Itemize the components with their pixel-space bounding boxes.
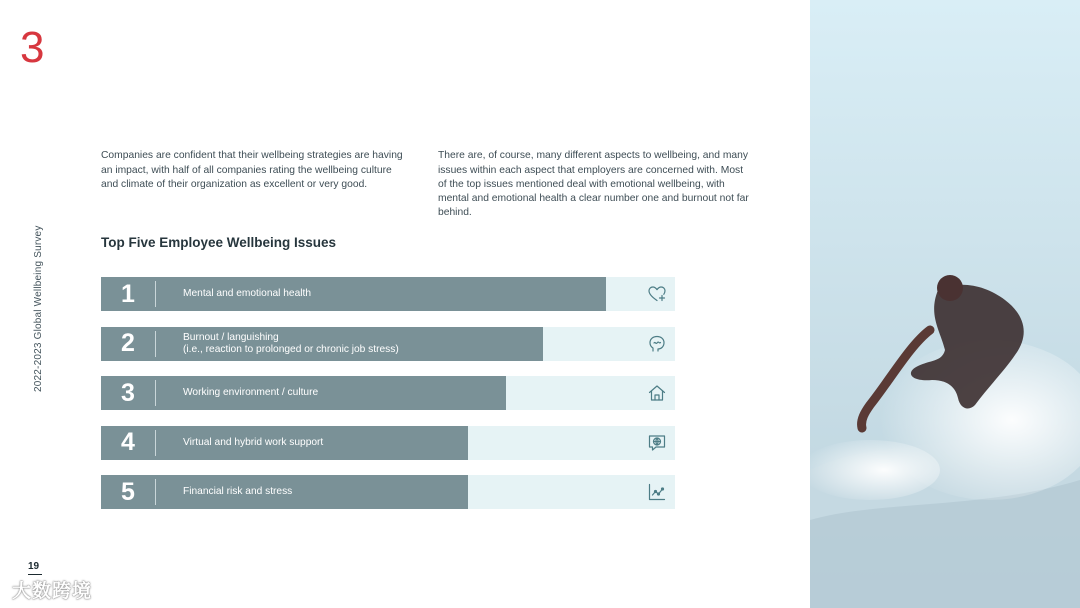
bar-fill bbox=[101, 277, 606, 311]
rank-divider bbox=[155, 430, 156, 456]
rank-number: 4 bbox=[121, 428, 135, 456]
section-number: 3 bbox=[20, 23, 45, 72]
chart-title: Top Five Employee Wellbeing Issues bbox=[101, 235, 337, 250]
issue-row-5 bbox=[101, 475, 675, 509]
page-number: 19 bbox=[28, 561, 40, 572]
issue-label bbox=[183, 327, 399, 361]
issue-label bbox=[183, 426, 323, 460]
issue-label-line1: Working environment / culture bbox=[183, 387, 319, 399]
issue-label bbox=[183, 475, 292, 509]
brain-head-icon bbox=[647, 334, 667, 354]
surfer-photo bbox=[810, 0, 1080, 608]
issue-label bbox=[183, 277, 311, 311]
issue-label-line1: Virtual and hybrid work support bbox=[183, 436, 324, 448]
line-chart-icon bbox=[647, 482, 667, 502]
report-title-vertical: 2022-2023 Global Wellbeing Survey bbox=[33, 225, 44, 392]
globe-chat-icon bbox=[647, 433, 667, 453]
issue-label-line1: Burnout / languishing bbox=[183, 332, 279, 343]
watermark: 大数跨境 bbox=[12, 581, 93, 602]
rank-divider bbox=[155, 479, 156, 505]
issue-row-1 bbox=[101, 277, 675, 311]
issue-label-line1: Mental and emotional health bbox=[183, 288, 311, 300]
issue-row-2 bbox=[101, 327, 675, 361]
rank-divider bbox=[155, 331, 156, 357]
issue-label bbox=[183, 376, 318, 410]
rank-number: 3 bbox=[121, 378, 135, 407]
intro-paragraph-right: There are, of course, many different aspects to wellbeing, and many issues within each aspect that employers are concerned with. Most of the top issues mentioned deal with emotional wellbeing, with mental and emotional health a clear number one and burnout not far behind. bbox=[438, 150, 749, 219]
issue-label-line2: (i.e., reaction to prolonged or chronic job stress) bbox=[183, 343, 399, 355]
heart-plus-icon bbox=[647, 284, 667, 304]
rank-number: 5 bbox=[121, 477, 135, 506]
issues-bar-chart bbox=[101, 277, 675, 525]
issue-row-4 bbox=[101, 426, 675, 460]
rank-divider bbox=[155, 281, 156, 307]
intro-paragraph-left: Companies are confident that their wellbeing strategies are having an impact, with half of all companies rating the wellbeing culture and climate of their organization as excellent or very good. bbox=[101, 150, 403, 190]
issue-row-3 bbox=[101, 376, 675, 410]
home-icon bbox=[647, 383, 667, 403]
rank-number: 2 bbox=[121, 329, 135, 357]
issue-label-line1: Financial risk and stress bbox=[183, 486, 293, 498]
rank-divider bbox=[155, 380, 156, 406]
rank-number: 1 bbox=[121, 279, 135, 308]
